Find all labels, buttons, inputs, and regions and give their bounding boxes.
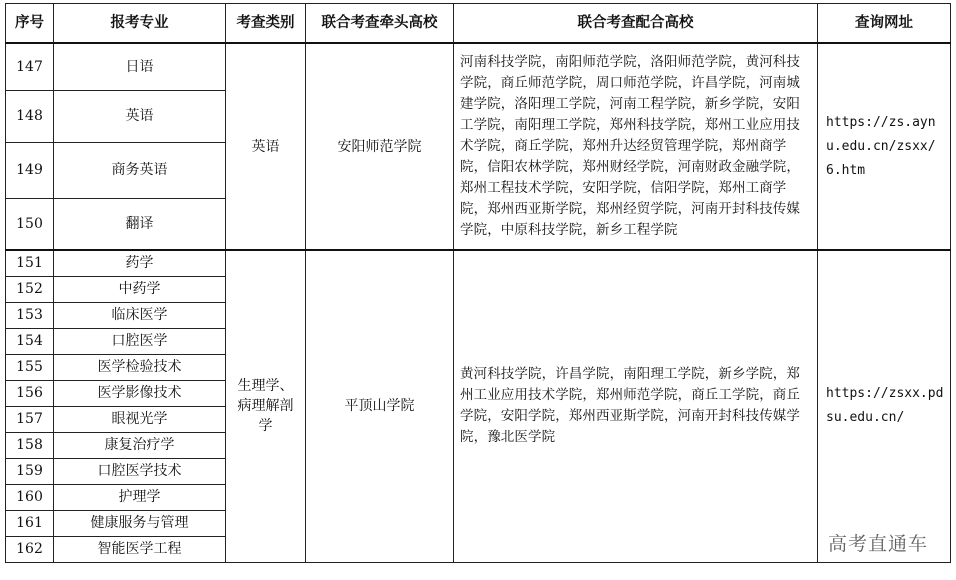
seq-cell: 159 — [6, 458, 54, 484]
watermark: 高考直通车 — [827, 533, 928, 555]
enrollment-table — [5, 3, 951, 563]
seq-cell: 156 — [6, 380, 54, 406]
seq-cell: 151 — [6, 250, 54, 276]
seq-cell: 154 — [6, 328, 54, 354]
seq-cell: 157 — [6, 406, 54, 432]
seq-cell: 147 — [6, 43, 54, 90]
major-cell: 中药学 — [54, 276, 226, 302]
category-cell: 生理学、病理解剖学 — [226, 250, 306, 562]
table-row — [6, 250, 951, 276]
seq-cell: 148 — [6, 90, 54, 142]
seq-cell: 149 — [6, 142, 54, 198]
header-row — [6, 4, 951, 44]
seq-cell: 155 — [6, 354, 54, 380]
seq-cell: 158 — [6, 432, 54, 458]
table-row — [6, 43, 951, 90]
seq-cell: 162 — [6, 536, 54, 562]
partner-schools-cell: 黄河科技学院，许昌学院，南阳理工学院，新乡学院，郑州工业应用技术学院，郑州师范学院，商丘工学院，商丘学院，安阳学院，郑州西亚斯学院，河南开封科技传媒学院，豫北医学院 — [454, 250, 818, 562]
partner-schools-cell: 河南科技学院，南阳师范学院，洛阳师范学院，黄河科技学院，商丘师范学院，周口师范学院，许昌学院，河南城建学院，洛阳理工学院，河南工程学院，新乡学院，安阳工学院，南阳理工学院，郑州科技学院，郑州工业应用技术学院，商丘学院，郑州升达经贸管理学院，郑州商学院，信阳农林学院，郑州财经学院，河南财政金融学院，郑州工程技术学院，安阳学院，信阳学院，郑州工商学院，郑州西亚斯学院，郑州经贸学院，河南开封科技传媒学院，中原科技学院，新乡工程学院 — [454, 43, 818, 250]
major-cell: 康复治疗学 — [54, 432, 226, 458]
category-cell: 英语 — [226, 43, 306, 250]
major-cell: 健康服务与管理 — [54, 510, 226, 536]
lead-school-cell: 安阳师范学院 — [306, 43, 454, 250]
header-url: 查询网址 — [818, 4, 951, 44]
seq-cell: 160 — [6, 484, 54, 510]
header-seq: 序号 — [6, 4, 54, 44]
seq-cell: 152 — [6, 276, 54, 302]
header-partner-schools: 联合考查配合高校 — [454, 4, 818, 44]
major-cell: 药学 — [54, 250, 226, 276]
seq-cell: 153 — [6, 302, 54, 328]
header-category: 考查类别 — [226, 4, 306, 44]
url-link[interactable]: https://zsxx.pdsu.edu.cn/ — [818, 250, 951, 562]
major-cell: 医学影像技术 — [54, 380, 226, 406]
major-cell: 眼视光学 — [54, 406, 226, 432]
header-major: 报考专业 — [54, 4, 226, 44]
major-cell: 日语 — [54, 43, 226, 90]
major-cell: 英语 — [54, 90, 226, 142]
seq-cell: 150 — [6, 198, 54, 250]
url-link[interactable]: https://zs.aynu.edu.cn/zsxx/6.htm — [818, 43, 951, 250]
header-lead-school: 联合考查牵头高校 — [306, 4, 454, 44]
major-cell: 口腔医学技术 — [54, 458, 226, 484]
major-cell: 护理学 — [54, 484, 226, 510]
major-cell: 翻译 — [54, 198, 226, 250]
lead-school-cell: 平顶山学院 — [306, 250, 454, 562]
seq-cell: 161 — [6, 510, 54, 536]
major-cell: 口腔医学 — [54, 328, 226, 354]
major-cell: 智能医学工程 — [54, 536, 226, 562]
major-cell: 医学检验技术 — [54, 354, 226, 380]
major-cell: 临床医学 — [54, 302, 226, 328]
major-cell: 商务英语 — [54, 142, 226, 198]
